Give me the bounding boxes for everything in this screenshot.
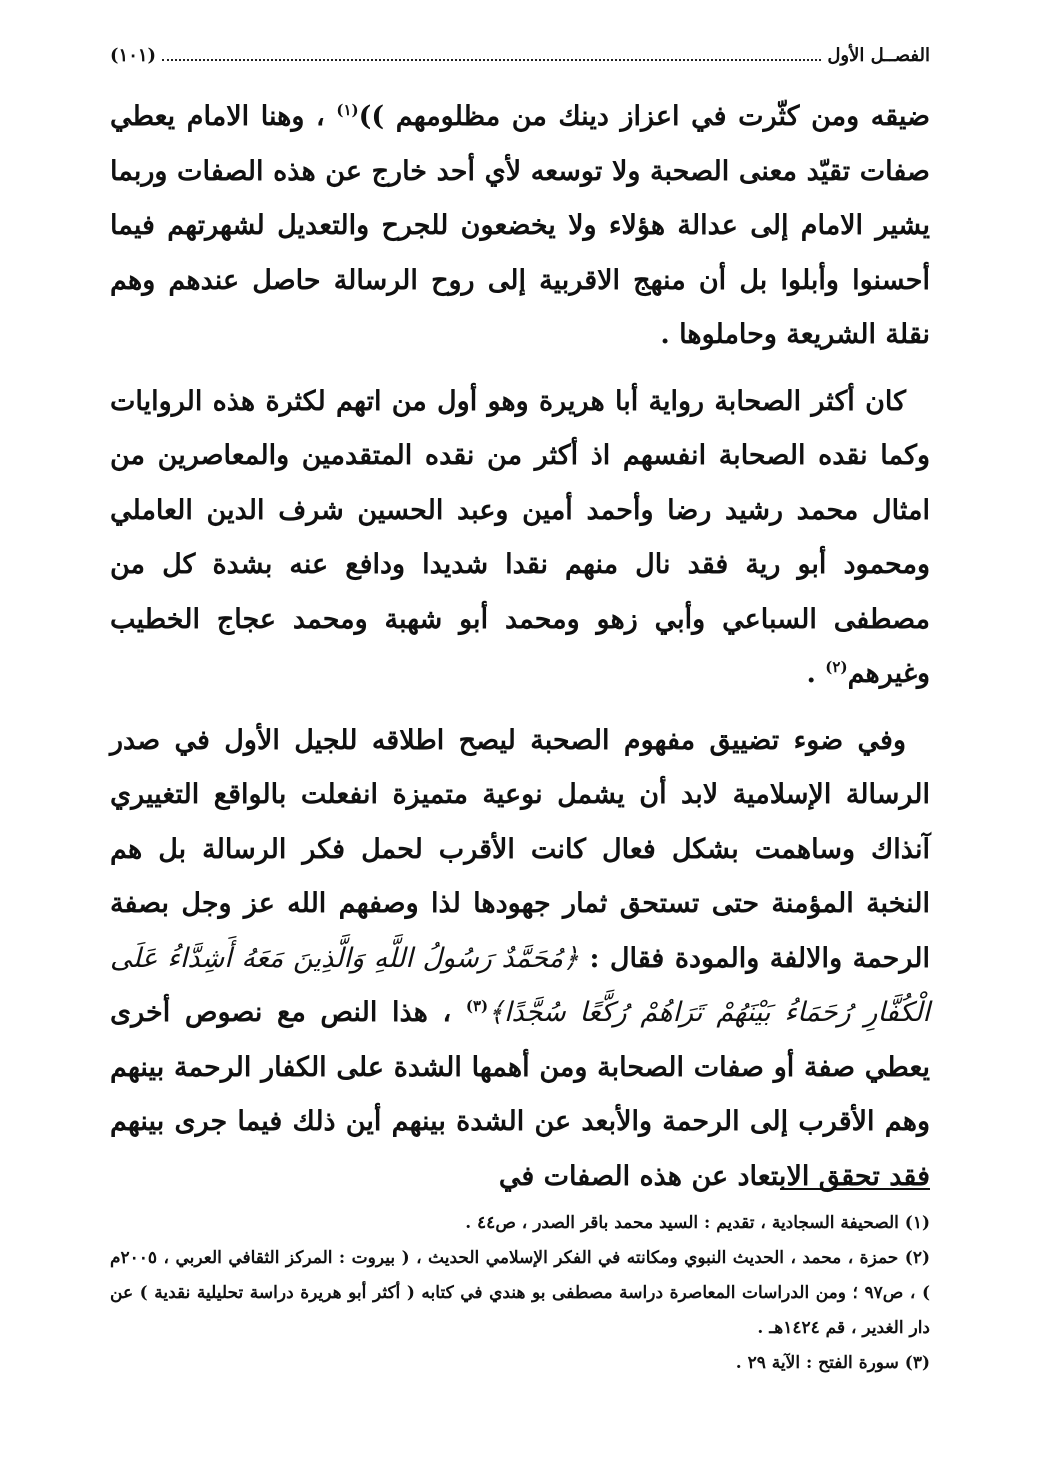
paragraph-3 xyxy=(110,714,930,1205)
chapter-title: الفصــل الأول xyxy=(827,45,930,66)
footnote-ref-2: (٢) xyxy=(825,658,848,676)
paragraph-3-start: وفي ضوء تضييق مفهوم الصحبة ليصح اطلاقه للجيل الأول في صدر الرسالة الإسلامية لابد أن يشمل نوعية متميزة انفعلت بالواقع التغييري آنذاك وساهمت بشكل فعال كانت الأقرب لحمل فكر الرسالة بل هم النخبة المؤمنة حتى تستحق ثمار جهودها لذا وصفهم الله عز وجل بصفة الرحمة والالفة والمودة فقال : xyxy=(110,724,930,974)
paragraph-2 xyxy=(110,375,930,702)
main-text xyxy=(110,90,930,1204)
running-header xyxy=(110,38,930,74)
footnote-separator xyxy=(780,1188,930,1190)
paragraph-2-text: كان أكثر الصحابة رواية أبا هريرة وهو أول من اتهم لكثرة هذه الروايات وكما نقده الصحابة انفسهم اذ أكثر من نقده المتقدمين والمعاصرين من امثال محمد رشيد رضا وأحمد أمين وعبد الحسين شرف الدين العاملي ومحمود أبو رية فقد نال منهم نقدا شديدا ودافع عنه بشدة كل من مصطفى السباعي وأبي زهو ومحمد أبو شهبة ومحمد عجاج الخطيب وغيرهم xyxy=(110,385,930,689)
footnote-2: (٢) حمزة ، محمد ، الحديث النبوي ومكانته في الفكر الإسلامي الحديث ، ( بيروت : المركز الثقافي العربي ، ٢٠٠٥م ) ، ص٩٧ ؛ ومن الدراسات المعاصرة دراسة مصطفى بو هندي في كتابه ( أكثر أبو هريرة دراسة تحليلية نقدية ) عن دار الغدير ، قم ١٤٢٤هـ . xyxy=(110,1248,930,1338)
paragraph-1 xyxy=(110,90,930,363)
footnote-1: (١) الصحيفة السجادية ، تقديم : السيد محمد باقر الصدر ، ص٤٤ . xyxy=(465,1213,930,1233)
paragraph-1-rest: ، وهنا الامام يعطي صفات تقيّد معنى الصحبة ولا توسعه لأي أحد خارج عن هذه الصفات وربما يشير الامام إلى عدالة هؤلاء ولا يخضعون للجرح والتعديل لشهرتهم فيما أحسنوا وأبلوا بل أن منهج الاقربية إلى روح الرسالة حاصل عندهم وهم نقلة الشريعة وحاملوها . xyxy=(110,101,930,350)
quran-verse: ﴿مُحَمَّدٌ رَسُولُ اللَّهِ وَالَّذِينَ مَعَهُ أَشِدَّاءُ عَلَى الْكُفَّارِ رُحَمَاءُ بَيْنَهُمْ تَرَاهُمْ رُكَّعًا سُجَّدًا﴾ xyxy=(110,942,930,1028)
document-page xyxy=(110,38,930,1448)
footnote-ref-1: (١) xyxy=(336,101,359,119)
paragraph-1-start: ضيقه ومن كثّرت في اعزاز دينك من مظلومهم )) xyxy=(358,101,930,132)
page-number: (١٠١) xyxy=(110,45,157,66)
header-leader-dots xyxy=(162,58,821,61)
footnotes xyxy=(110,1206,930,1381)
footnote-ref-3: (٣) xyxy=(465,997,489,1015)
paragraph-3-rest: ، هذا النص مع نصوص أخرى يعطي صفة أو صفات الصحابة ومن أهمها الشدة على الكفار الرحمة بينهم وهم الأقرب إلى الرحمة والأبعد عن الشدة بينهم أين ذلك فيما جرى بينهم فقد تحقق الابتعاد عن هذه الصفات في xyxy=(110,997,930,1192)
paragraph-2-end: . xyxy=(806,658,826,689)
footnote-3: (٣) سورة الفتح : الآية ٢٩ . xyxy=(735,1353,930,1373)
